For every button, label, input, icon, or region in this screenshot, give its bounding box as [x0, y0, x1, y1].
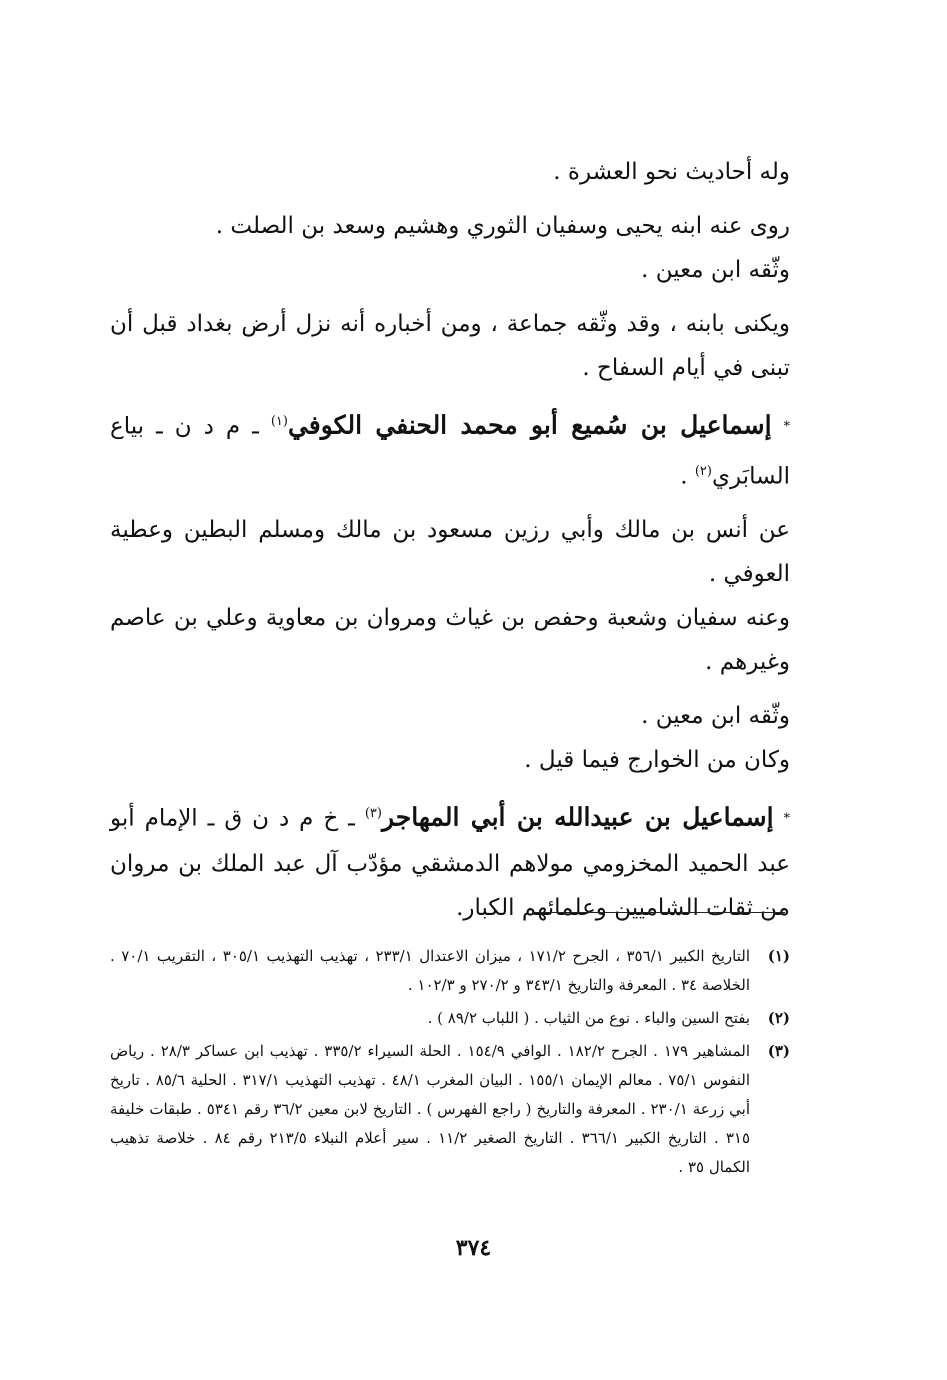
- entry-name: إسماعيل بن سُميع أبو محمد الحنفي الكوفي: [287, 410, 772, 440]
- footnote-1: [110, 942, 790, 1000]
- footnote-text: بفتح السين والباء . نوع من الثياب . ( اللباب ٨٩/٢ ) .: [427, 1009, 750, 1027]
- footnote-text: التاريخ الكبير ٣٥٦/١ ، الجرح ١٧١/٢ ، ميزان الاعتدال ٢٣٣/١ ، تهذيب التهذيب ٣٠٥/١ ، التقريب ٧٠/١ . الخلاصة ٣٤ . المعرفة والتاريخ ٣٤٣/١ و ٢٧٠/٢ و ١٠٢/٣ .: [110, 947, 750, 994]
- footnote-ref: (٢): [694, 463, 712, 479]
- entry-ismail-ibn-ubaydallah: [110, 792, 790, 930]
- footnote-2: [110, 1004, 790, 1033]
- paragraph-6: وعنه سفيان وشعبة وحفص بن غياث ومروان بن معاوية وعلي بن عاصم وغيرهم .: [110, 605, 790, 676]
- entry-ismail-ibn-sumay: [110, 400, 790, 498]
- footnote-text: المشاهير ١٧٩ . الجرح ١٨٢/٢ . الوافي ١٥٤/٩ . الحلة السيراء ٣٣٥/٢ . تهذيب ابن عساكر ٢٨/٣ . رياض النفوس ٧٥/١ . معالم الإيمان ١٥٥/١ . البيان المغرب ٤٨/١ . تهذيب التهذيب ٣١٧/١ . الحلية ٨٥/٦ . تاريخ أبي زرعة ٢٣٠/١ . المعرفة والتاريخ ( راجع الفهرس ) . التاريخ لابن معين ٣٦/٢ رقم ٥٣٤١ . طبقات خليفة ٣١٥ . التاريخ الكبير ٣٦٦/١ . التاريخ الصغير ١١/٢ . سير أعلام النبلاء ٢١٣/٥ رقم ٨٤ . خلاصة تذهيب الكمال ٣٥ .: [110, 1042, 751, 1176]
- footnote-ref: (١): [270, 414, 288, 429]
- footnote-number: (١): [767, 947, 790, 965]
- footnote-3: [110, 1037, 790, 1182]
- footnote-divider: [535, 912, 785, 913]
- entry-marker-icon: *: [783, 419, 790, 435]
- paragraph-1: وله أحاديث نحو العشرة .: [553, 159, 790, 185]
- paragraph-5: عن أنس بن مالك وأبي رزين مسعود بن مالك ومسلم البطين وعطية العوفي .: [110, 517, 790, 588]
- entry-end: .: [680, 463, 688, 490]
- footnote-ref: (٣): [364, 806, 382, 822]
- paragraph-8: وكان من الخوارج فيما قيل .: [524, 747, 790, 774]
- footnote-number: (٢): [767, 1009, 790, 1027]
- page-number: ٣٧٤: [455, 1235, 492, 1261]
- paragraph-4: ويكنى بابنه ، وقد وثّقه جماعة ، ومن أخباره أنه نزل أرض بغداد قبل أن تبنى في أيام السفاح .: [110, 311, 790, 381]
- main-text: [110, 150, 790, 940]
- footnotes: [110, 942, 790, 1186]
- entry-name: إسماعيل بن عبيدالله بن أبي المهاجر: [381, 802, 774, 832]
- paragraph-7: وثّقه ابن معين .: [641, 703, 790, 730]
- entry-marker-icon: *: [783, 811, 790, 827]
- footnote-number: (٣): [767, 1042, 790, 1060]
- entry-tail: ـ خ م د ن ق ـ الإمام أبو عبد الحميد المخزومي مولاهم الدمشقي مؤدّب آل عبد الملك بن مروان من ثقات الشاميين وعلمائهم الكبار.: [110, 805, 790, 921]
- paragraph-2: روى عنه ابنه يحيى وسفيان الثوري وهشيم وسعد بن الصلت .: [215, 213, 790, 239]
- paragraph-3: وثّقه ابن معين .: [641, 257, 790, 283]
- entry-tail: ـ م د ن ـ بياع السابَري: [110, 413, 790, 490]
